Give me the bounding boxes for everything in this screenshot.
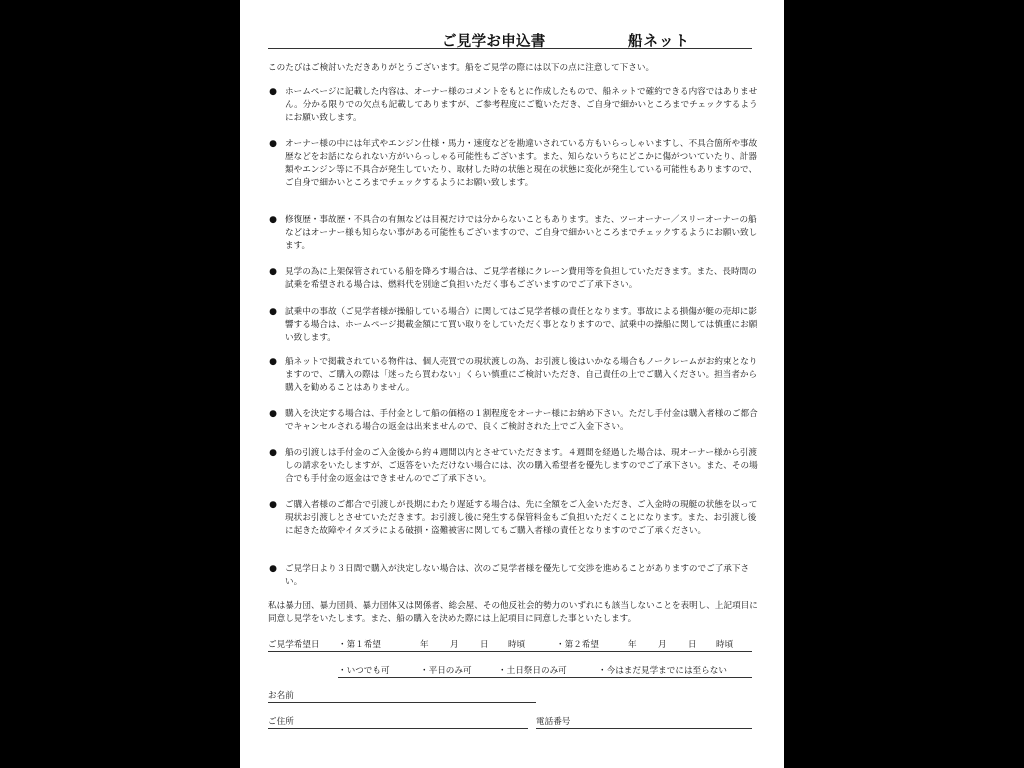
option-weekdays-only[interactable]: ・平日のみ可 <box>420 666 472 676</box>
phone-label: 電話番号 <box>536 717 571 727</box>
first-choice-label: ・第１希望 <box>338 640 381 650</box>
brand-name: 船ネット <box>628 34 690 50</box>
application-form-page <box>240 0 784 768</box>
notice-text: ご見学日より３日間で購入が決定しない場合は、次のご見学者様を優先して交渉を進めることがありますのでご了承下さい。 <box>285 564 750 587</box>
bullet-icon: ● <box>269 409 277 419</box>
notice-text: 試乗中の事故（ご見学者様が操船している場合）に関してはご見学者様の責任となります。事故による損傷が艇の売却に影響する場合は、ホームページ掲載金額にて買い取りをしていただく事となりますので、試乗中の操船に関しては慎重にお願い致します。 <box>285 307 758 343</box>
bullet-icon: ● <box>269 448 277 458</box>
address-label: ご住所 <box>268 717 294 727</box>
notice-text: 修復歴・事故歴・不具合の有無などは目視だけでは分からないこともあります。また、ツーオーナー／スリーオーナーの船などはオーナー様も知らない事がある可能性もございますので、ご自身で細かいところまでチェックするようにお願い致します。 <box>285 215 758 251</box>
availability-underline <box>338 677 752 678</box>
intro-text: このたびはご検討いただきありがとうございます。船をご見学の際には以下の点に注意して下さい。 <box>268 63 655 73</box>
bullet-icon: ● <box>269 267 277 277</box>
preferred-date-label: ご見学希望日 <box>268 640 320 650</box>
name-row <box>268 690 752 702</box>
second-choice-label: ・第２希望 <box>556 640 599 650</box>
phone-field[interactable] <box>536 728 752 729</box>
notice-text: 船の引渡しは手付金のご入金後から約４週間以内とさせていただきます。４週間を経過した場合は、現オーナー様から引渡しの請求をいたしますが、ご返答をいただけない場合には、次の購入希望者を優先しますのでご了承下さい。また、その場合でも手付金の返金はできませんのでご了承下さい。 <box>285 448 758 484</box>
bullet-icon: ● <box>269 500 277 510</box>
notice-text: ご購入者様のご都合で引渡しが長期にわたり遅延する場合は、先に全額をご入金いただき、ご入金時の現艇の状態を以って現状お引渡しとさせていただきます。お引渡し後に発生する保管料金もご負担いただくことになります。また、お引渡し後に起きた故障やイタズラによる破損・盗難被害に関してもご購入者様の責任となりますのでご了承ください。 <box>285 500 758 536</box>
header-row <box>268 30 752 49</box>
bullet-icon: ● <box>269 139 277 149</box>
bullet-icon: ● <box>269 307 277 317</box>
second-month-unit: 月 <box>658 640 667 650</box>
name-field[interactable] <box>268 702 536 703</box>
bullet-icon: ● <box>269 357 277 367</box>
preferred-date-row <box>268 639 752 651</box>
second-day-unit: 日 <box>688 640 697 650</box>
availability-options-row <box>268 665 752 677</box>
declaration-text: 私は暴力団、暴力団員、暴力団体又は関係者、総会屋、その他反社会的勢力のいずれにも該当しないことを表明し、上記項目に同意し見学をいたします。また、船の購入を決めた際には上記項目に同意した事といたします。 <box>268 601 758 624</box>
bullet-icon: ● <box>269 564 277 574</box>
address-phone-row <box>268 716 752 728</box>
bullet-icon: ● <box>269 87 277 97</box>
name-label: お名前 <box>268 691 294 701</box>
preferred-date-field[interactable] <box>268 651 752 652</box>
second-time-unit: 時頃 <box>716 640 734 650</box>
notice-text: 購入を決定する場合は、手付金として船の価格の１割程度をオーナー様にお納め下さい。ただし手付金は購入者様のご都合でキャンセルされる場合の返金は出来ませんので、良くご検討された上でご入金下さい。 <box>285 409 758 432</box>
option-weekends-holidays-only[interactable]: ・土日祭日のみ可 <box>498 666 567 676</box>
notice-text: 船ネットで掲載されている物件は、個人売買での現状渡しの為、お引渡し後はいかなる場合もノークレームがお約束となりますので、ご購入の際は「迷ったら買わない」くらい慎重にご検討いただき、自己責任の上でご購入ください。担当者から購入を勧めることはありません。 <box>285 357 758 393</box>
notice-text: 見学の為に上架保管されている船を降ろす場合は、ご見学者様にクレーン費用等を負担していただきます。また、長時間の試乗を希望される場合は、燃料代を別途ご負担いただく事もございますのでご了承下さい。 <box>285 267 757 290</box>
first-time-unit: 時頃 <box>508 640 526 650</box>
address-field[interactable] <box>268 728 528 729</box>
first-year-unit: 年 <box>420 640 429 650</box>
first-day-unit: 日 <box>480 640 489 650</box>
first-month-unit: 月 <box>450 640 459 650</box>
notice-text: ホームページに記載した内容は、オーナー様のコメントをもとに作成したもので、船ネットで確約できる内容ではありません。分かる限りでの欠点も記載してありますが、ご参考程度にご覧いただき、ご自身で細かいところまでチェックするようにお願い致します。 <box>285 87 758 123</box>
bullet-icon: ● <box>269 215 277 225</box>
option-not-ready-yet[interactable]: ・今はまだ見学までには至らない <box>598 666 727 676</box>
page-title: ご見学お申込書 <box>442 34 546 50</box>
notice-text: オーナー様の中には年式やエンジン仕様・馬力・速度などを勘違いされている方もいらっしゃいますし、不具合箇所や事故歴などをお話になられない方がいらっしゃる可能性もございます。また、知らないうちにどこかに傷がついていたり、計器類やエンジン等に不具合が発生していたり、取材した時の状態と現在の状態に変化が発生している可能性もありますので、ご自身で細かいところまでチェックするようにお願い致します。 <box>285 139 758 188</box>
option-anytime[interactable]: ・いつでも可 <box>338 666 390 676</box>
second-year-unit: 年 <box>628 640 637 650</box>
